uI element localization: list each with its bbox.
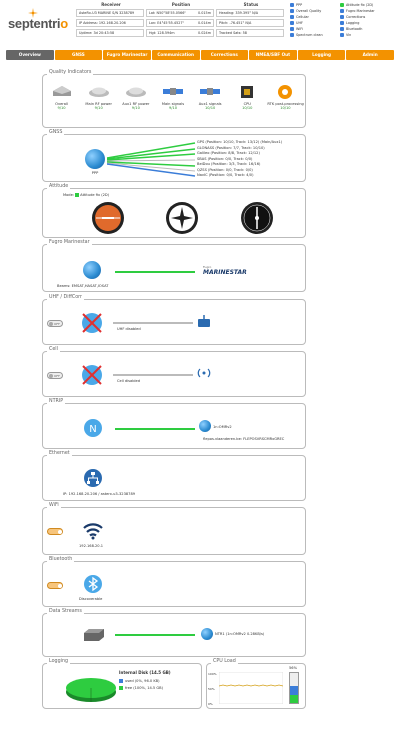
constellation-navic[interactable]: NavIC (Position: 0/0, Track: 4/0) <box>197 173 254 177</box>
section-title: CPU Load <box>213 659 236 664</box>
spectrum-icon <box>290 33 294 37</box>
ntrip-server: flepos.vlaanderen.be: FLEPOSVRSCMRxGREC <box>203 437 285 441</box>
logging-section <box>42 659 202 709</box>
fugro-link <box>115 271 195 273</box>
ethernet-ip: IP: 192.168.20.206 / asterx-u3-3238789 <box>63 492 136 496</box>
quality-aux1-signals[interactable]: Aux1 signals 10/10 <box>193 83 227 110</box>
quality-main-rf[interactable]: Main RF power 9/10 <box>82 83 116 110</box>
cpu-axis-top: 100% <box>208 672 217 676</box>
section-title: Ethernet <box>49 451 70 456</box>
antenna-icon <box>87 83 111 101</box>
ppp-icon <box>290 3 294 7</box>
status-tracked-sats: Tracked Sats: 58 <box>216 29 284 37</box>
legend-spectrum: Spectrum clean <box>290 32 338 38</box>
disk-used: used (0%, 96.0 KB) <box>119 679 160 683</box>
bluetooth-status: Discoverable <box>79 597 103 601</box>
legend-cellular: Cellular <box>290 14 338 20</box>
legend-col-2 <box>340 2 396 38</box>
constellation-beidou[interactable]: BeiDou (Position: 3/3, Track: 16/16) <box>197 162 261 166</box>
ppp-label: PPP <box>91 171 99 175</box>
cpu-axis-mid: 50% <box>208 687 215 691</box>
fugro-beams: Beams: EMSAT,HASAT,IOSAT <box>57 284 109 288</box>
uhf-link <box>113 322 193 324</box>
receiver-header: Receiver <box>101 2 121 7</box>
quality-icon <box>290 9 294 13</box>
attitude-icon <box>340 3 344 7</box>
legend-fugro: Fugro Marinestar <box>340 8 396 14</box>
brand-text: septentri <box>8 16 61 31</box>
cpu-history-chart <box>219 672 283 704</box>
quality-indicators-section <box>42 70 306 128</box>
receiver-ip: IP Address: 192.168.20.206 <box>76 19 144 27</box>
legend-logging: Logging <box>340 20 396 26</box>
tilt-gauge-icon <box>240 201 274 235</box>
receiver-uptime: Uptime: 3d 20:43:58 <box>76 29 144 37</box>
constellation-glonass[interactable]: GLONASS (Position: 7/7, Track: 10/10) <box>197 145 265 150</box>
logging-icon <box>340 21 344 25</box>
stream-globe-icon <box>201 628 213 640</box>
bluetooth-icon <box>340 27 344 31</box>
position-lon: Lon: E4°45'55.4527" 0.014m <box>146 19 214 27</box>
marinestar-logo: Fugro MARINESTAR <box>203 265 247 276</box>
cpu-percent: 56% <box>289 666 297 670</box>
svg-text:N: N <box>89 424 97 435</box>
quality-rtk[interactable]: RTK post-processing 10/10 <box>267 83 303 110</box>
cpu-gauge-cap <box>290 686 298 695</box>
legend-attitude: Attitude fix (2D) <box>340 2 396 8</box>
cell-disabled-icon[interactable] <box>81 364 103 386</box>
satellite-icon <box>198 83 222 101</box>
cpu-axis-bottom: 0% <box>208 702 213 706</box>
bluetooth-icon[interactable] <box>83 574 103 594</box>
ethernet-section <box>42 451 306 501</box>
tab-admin[interactable]: Admin <box>346 50 394 60</box>
ntrip-link <box>115 428 195 430</box>
ntrip-section <box>42 399 306 449</box>
section-title: Fugro Marinestar <box>49 240 90 245</box>
data-streams-section <box>42 609 306 657</box>
disk-pie-chart <box>65 674 117 704</box>
section-title: UHF / DiffCorr <box>49 295 83 300</box>
fugro-section <box>42 240 306 292</box>
cell-tower-icon <box>197 366 211 380</box>
constellation-qzss[interactable]: QZSS (Position: 0/0, Track: 0/0) <box>197 167 253 172</box>
constellation-gps[interactable]: GPS (Position: 10/10, Track: 13/12) (Main/Aux1) <box>197 140 283 144</box>
uhf-status: UHF disabled <box>117 327 141 331</box>
position-lat: Lat: N50°58'55.0566" 0.015m <box>146 9 214 17</box>
vin-icon <box>340 33 344 37</box>
used-swatch-icon <box>119 679 123 683</box>
constellation-sbas[interactable]: SBAS (Position: 0/0, Track: 0/0) <box>197 156 253 161</box>
cellular-icon <box>290 15 294 19</box>
mode-indicator-icon <box>75 193 79 197</box>
gnss-section <box>42 130 306 182</box>
section-title: Attitude <box>49 184 69 189</box>
tab-logging[interactable]: Logging <box>298 50 346 60</box>
status-pitch: Pitch: -76.451° N/A <box>216 19 284 27</box>
wifi-icon[interactable] <box>83 522 103 540</box>
section-title: NTRIP <box>49 399 64 404</box>
bluetooth-section <box>42 557 306 607</box>
constellation-galileo[interactable]: Galileo (Position: 8/8, Track: 12/12) <box>197 151 260 155</box>
bluetooth-toggle[interactable] <box>47 582 63 589</box>
cell-status: Cell disabled <box>117 379 140 383</box>
tab-communication[interactable]: Communication <box>152 50 200 60</box>
brand-logo[interactable] <box>8 16 68 31</box>
status-heading: Heading: 339.395° N/A <box>216 9 284 17</box>
uhf-icon <box>290 21 294 25</box>
position-header: Position <box>171 2 191 7</box>
cpu-gauge <box>289 672 299 704</box>
legend-col-1 <box>290 2 338 38</box>
heading-gauge-icon <box>165 201 199 235</box>
radio-modem-icon <box>197 314 211 328</box>
attitude-section <box>42 184 306 238</box>
attitude-mode: Mode: Attitude fix (2D) <box>63 193 110 197</box>
uhf-disabled-icon[interactable] <box>81 312 103 334</box>
wifi-section <box>42 503 306 555</box>
quality-cpu[interactable]: CPU 10/10 <box>230 83 264 110</box>
quality-overall[interactable]: Overall 9/10 <box>45 83 79 110</box>
ntrip-client: 1n:OMRv2 <box>213 425 232 429</box>
gnss-links <box>107 140 197 180</box>
antenna-icon <box>124 83 148 101</box>
section-title: WiFi <box>49 503 59 508</box>
tab-nmea-sbf-out[interactable]: NMEA/SBF Out <box>249 50 297 60</box>
legend-uhf: UHF <box>290 20 338 26</box>
legend-corrections: Corrections <box>340 14 396 20</box>
corrections-icon <box>340 15 344 19</box>
ethernet-icon[interactable] <box>83 468 103 488</box>
cell-toggle[interactable]: OFF <box>47 372 63 379</box>
main-nav <box>6 50 394 60</box>
cell-link <box>113 374 193 376</box>
quality-aux1-rf[interactable]: Aux1 RF power 9/10 <box>119 83 153 110</box>
ntrip-icon[interactable] <box>83 418 103 438</box>
section-title: Data Streams <box>49 609 82 614</box>
globe-icon[interactable] <box>83 261 101 279</box>
satellite-icon <box>161 83 185 101</box>
datastream-link <box>115 634 195 636</box>
cpu-gauge-fill <box>290 695 298 703</box>
pitch-roll-gauge-icon <box>91 201 125 235</box>
section-title: Bluetooth <box>49 557 73 562</box>
constellation-list <box>197 140 282 179</box>
wifi-icon <box>290 27 294 31</box>
legend-overall-quality: Overall Quality <box>290 8 338 14</box>
tab-corrections[interactable]: Corrections <box>201 50 249 60</box>
legend-bluetooth: Bluetooth <box>340 26 396 32</box>
wifi-ip: 192.168.20.1 <box>79 544 104 548</box>
status-header: Status <box>243 2 259 7</box>
receiver-device-icon[interactable] <box>83 628 105 642</box>
brand-text-o: o <box>60 16 68 31</box>
quality-main-signals[interactable]: Main signals 9/10 <box>156 83 190 110</box>
receiver-model: AsteRx-U3 MARINE S/N 3238789 <box>76 9 144 17</box>
disk-title: Internal Disk (14.5 GB) <box>119 670 171 675</box>
cpu-icon <box>235 83 259 101</box>
section-title: GNSS <box>49 130 63 135</box>
free-swatch-icon <box>119 686 123 690</box>
datastream-ntr1[interactable]: NTR1 (1n:OMRv2 0.28KB/s) <box>215 632 265 636</box>
cell-section <box>42 347 306 397</box>
wifi-toggle[interactable] <box>47 528 63 535</box>
position-hgt: Hgt: 128.594m 0.024m <box>146 29 214 37</box>
disk-free: free (100%, 14.5 GB) <box>119 686 163 690</box>
tab-gnss[interactable]: GNSS <box>55 50 103 60</box>
section-title: Quality Indicators <box>49 70 92 75</box>
section-title: Cell <box>49 347 58 352</box>
globe-icon[interactable] <box>85 149 105 169</box>
legend-vin: Vin <box>340 32 396 38</box>
legend-ppp: PPP <box>290 2 338 8</box>
section-title: Logging <box>49 659 69 664</box>
tab-fugro-marinestar[interactable]: Fugro Marinestar <box>103 50 151 60</box>
rtk-icon <box>273 83 297 101</box>
quality-items <box>43 83 305 110</box>
fugro-icon <box>340 9 344 13</box>
caster-globe-icon <box>199 420 211 432</box>
tab-overview[interactable]: Overview <box>6 50 54 60</box>
uhf-section <box>42 295 306 345</box>
legend-wifi: WiFi <box>290 26 338 32</box>
receiver-icon <box>50 83 74 101</box>
uhf-toggle[interactable]: OFF <box>47 320 63 327</box>
cpu-load-section <box>206 659 306 709</box>
